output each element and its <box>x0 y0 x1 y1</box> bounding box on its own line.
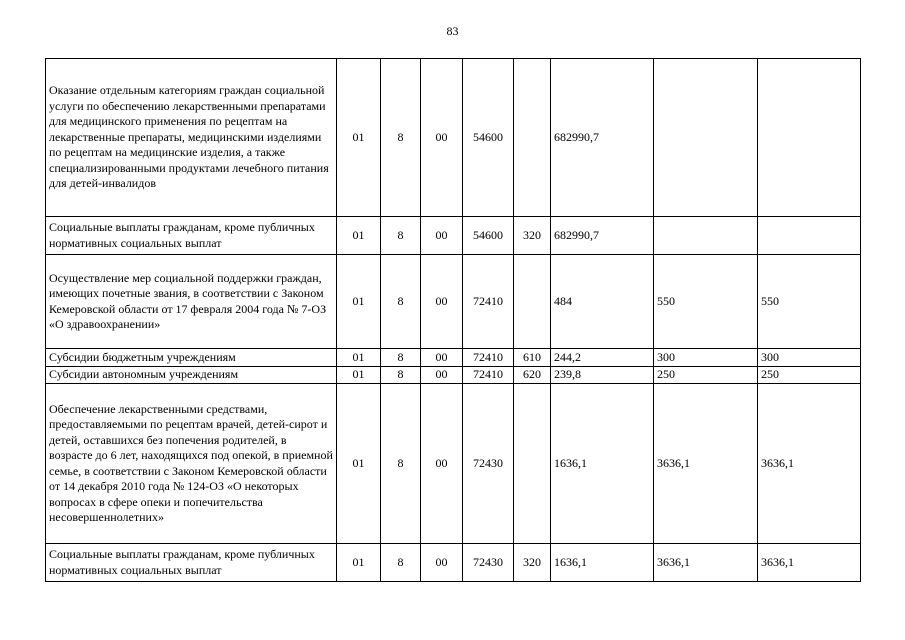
cell-value-1: 244,2 <box>551 349 654 367</box>
cell-code-1: 01 <box>337 367 381 384</box>
cell-code-4: 54600 <box>463 217 514 255</box>
cell-value-3: 3636,1 <box>758 544 861 582</box>
cell-code-5 <box>514 255 551 349</box>
row-name: Субсидии автономным учреждениям <box>46 367 337 384</box>
row-name: Оказание отдельным категориям граждан социальной услуги по обеспечению лекарственными препаратами для медицинского применения по рецептам на лекарственные препараты, медицинскими изделиями по рецептам на медицинские изделия, а также специализированными продуктами лечебного питания для детей-инвалидов <box>46 59 337 217</box>
table-row <box>46 255 861 349</box>
page-number: 83 <box>446 24 459 38</box>
cell-code-2: 8 <box>381 59 421 217</box>
cell-value-1: 682990,7 <box>551 59 654 217</box>
table-row <box>46 349 861 367</box>
cell-value-2: 3636,1 <box>654 544 758 582</box>
cell-code-5: 320 <box>514 544 551 582</box>
cell-code-2: 8 <box>381 217 421 255</box>
cell-code-3: 00 <box>421 367 463 384</box>
cell-code-5: 620 <box>514 367 551 384</box>
cell-code-2: 8 <box>381 367 421 384</box>
cell-code-4: 72410 <box>463 349 514 367</box>
table-row <box>46 59 861 217</box>
cell-code-1: 01 <box>337 217 381 255</box>
cell-code-5 <box>514 59 551 217</box>
table-row <box>46 217 861 255</box>
cell-code-4: 54600 <box>463 59 514 217</box>
cell-value-2: 300 <box>654 349 758 367</box>
budget-table <box>45 58 861 582</box>
cell-value-2: 3636,1 <box>654 384 758 544</box>
row-name: Осуществление мер социальной поддержки граждан, имеющих почетные звания, в соответствии с Законом Кемеровской области от 17 февраля 2004 года № 7-ОЗ «О здравоохранении» <box>46 255 337 349</box>
cell-code-4: 72410 <box>463 367 514 384</box>
table-row <box>46 544 861 582</box>
cell-value-1: 239,8 <box>551 367 654 384</box>
cell-value-1: 1636,1 <box>551 544 654 582</box>
cell-code-5: 320 <box>514 217 551 255</box>
table-row <box>46 384 861 544</box>
cell-value-3: 250 <box>758 367 861 384</box>
cell-value-2 <box>654 59 758 217</box>
cell-value-1: 1636,1 <box>551 384 654 544</box>
cell-code-3: 00 <box>421 384 463 544</box>
cell-code-2: 8 <box>381 544 421 582</box>
cell-code-5 <box>514 384 551 544</box>
cell-code-3: 00 <box>421 255 463 349</box>
cell-code-5: 610 <box>514 349 551 367</box>
cell-value-1: 484 <box>551 255 654 349</box>
cell-code-3: 00 <box>421 544 463 582</box>
cell-code-4: 72410 <box>463 255 514 349</box>
cell-value-2: 550 <box>654 255 758 349</box>
cell-code-3: 00 <box>421 349 463 367</box>
cell-code-2: 8 <box>381 384 421 544</box>
row-name: Субсидии бюджетным учреждениям <box>46 349 337 367</box>
cell-code-1: 01 <box>337 255 381 349</box>
cell-value-3: 300 <box>758 349 861 367</box>
row-name: Обеспечение лекарственными средствами, предоставляемыми по рецептам врачей, детей-сирот и детей, оставшихся без попечения родителей, в возрасте до 6 лет, находящихся под опекой, в приемной семье, в соответствии с Законом Кемеровской области от 14 декабря 2010 года № 124-ОЗ «О некоторых вопросах в сфере опеки и попечительства несовершеннолетних» <box>46 384 337 544</box>
cell-code-1: 01 <box>337 59 381 217</box>
cell-value-2: 250 <box>654 367 758 384</box>
table-row <box>46 367 861 384</box>
cell-value-1: 682990,7 <box>551 217 654 255</box>
cell-code-3: 00 <box>421 217 463 255</box>
row-name: Социальные выплаты гражданам, кроме публичных нормативных социальных выплат <box>46 544 337 582</box>
cell-code-1: 01 <box>337 384 381 544</box>
cell-code-1: 01 <box>337 349 381 367</box>
cell-code-2: 8 <box>381 255 421 349</box>
cell-value-3 <box>758 217 861 255</box>
cell-value-2 <box>654 217 758 255</box>
row-name: Социальные выплаты гражданам, кроме публичных нормативных социальных выплат <box>46 217 337 255</box>
cell-value-3: 3636,1 <box>758 384 861 544</box>
cell-code-2: 8 <box>381 349 421 367</box>
cell-code-3: 00 <box>421 59 463 217</box>
cell-value-3 <box>758 59 861 217</box>
cell-code-4: 72430 <box>463 544 514 582</box>
cell-value-3: 550 <box>758 255 861 349</box>
cell-code-4: 72430 <box>463 384 514 544</box>
cell-code-1: 01 <box>337 544 381 582</box>
